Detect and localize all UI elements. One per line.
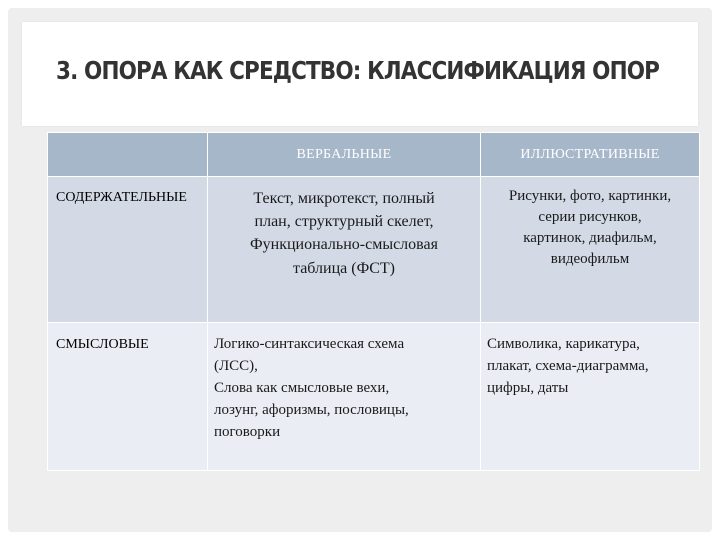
table-header-row — [48, 133, 700, 177]
cell-line: картинок, диафильм, — [523, 230, 657, 246]
row-label-semantic: СМЫСЛОВЫЕ — [48, 323, 208, 471]
classification-table — [47, 132, 700, 471]
slide-title: 3. ОПОРА КАК СРЕДСТВО: КЛАССИФИКАЦИЯ ОПОР — [56, 56, 660, 85]
cell-line: таблица (ФСТ) — [293, 259, 395, 277]
cell-line: лозунг, афоризмы, пословицы, — [214, 402, 409, 419]
row-label-content: СОДЕРЖАТЕЛЬНЫЕ — [48, 177, 208, 323]
cell-line: Логико-синтаксическая схема — [214, 336, 405, 352]
cell-line: Рисунки, фото, картинки, — [508, 188, 672, 204]
table-row-semantic — [48, 323, 700, 471]
cell-line: Слова как смысловые вехи, — [214, 380, 390, 397]
header-corner-cell — [48, 133, 208, 177]
header-verbal: ВЕРБАЛЬНЫЕ — [208, 133, 481, 177]
cell-content-illustrative — [481, 177, 700, 323]
cell-line: видеофильм — [550, 251, 630, 267]
cell-semantic-verbal — [208, 323, 481, 471]
table-row-content — [48, 177, 700, 323]
cell-line: цифры, даты — [487, 380, 569, 397]
cell-line: Текст, микротекст, полный — [253, 190, 435, 207]
cell-line: Функционально-смысловая — [250, 236, 438, 254]
cell-line: Символика, карикатура, — [487, 336, 640, 352]
cell-line: план, структурный скелет, — [254, 213, 434, 231]
cell-content-verbal — [208, 177, 481, 323]
cell-line: (ЛСС), — [214, 358, 258, 375]
header-illustrative: ИЛЛЮСТРАТИВНЫЕ — [481, 133, 700, 177]
cell-semantic-illustrative — [481, 323, 700, 471]
cell-line: плакат, схема-диаграмма, — [487, 358, 649, 375]
cell-line: серии рисунков, — [538, 209, 642, 225]
cell-line: поговорки — [214, 424, 281, 441]
